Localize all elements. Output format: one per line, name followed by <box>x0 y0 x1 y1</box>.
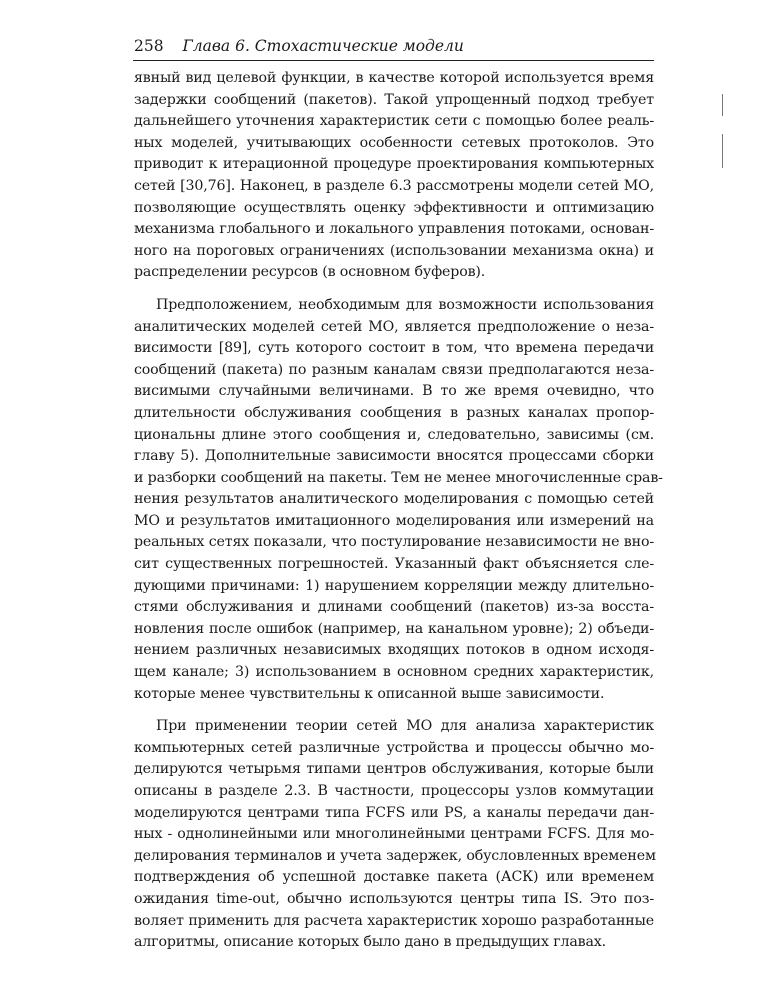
text-line: компьютерных сетей различные устройства и процессы обычно мо- <box>134 739 654 756</box>
running-title: Глава 6. Стохастические модели <box>182 37 464 55</box>
text-line: подтверждения об успешной доставке пакета (АСК) или временем <box>134 869 654 886</box>
text-line: висимости [89], суть которого состоит в том, что времена передачи <box>134 340 654 357</box>
text-line: стями обслуживания и длинами сообщений (пакетов) из-за восста- <box>134 599 654 616</box>
text-line: нением различных независимых входящих потоков в одном исходя- <box>134 642 654 659</box>
text-line: При применении теории сетей МО для анализа характеристик <box>156 718 654 735</box>
text-line: реальных сетях показали, что постулирование независимости не вно- <box>134 534 654 551</box>
text-line: щем канале; 3) использованием в основном средних характеристик, <box>134 664 654 681</box>
paragraph <box>134 716 654 954</box>
text-line: моделируются центрами типа FCFS или PS, а каналы передачи дан- <box>134 804 654 821</box>
text-line: которые менее чувствительны к описанной выше зависимости. <box>134 685 605 702</box>
text-line: МО и результатов имитационного моделирования или измерений на <box>134 512 654 529</box>
text-line: приводит к итерационной процедуре проектирования компьютерных <box>134 156 654 173</box>
text-line: аналитических моделей сетей МО, является предположение о неза- <box>134 318 654 335</box>
text-line: алгоритмы, описание которых было дано в предыдущих главах. <box>134 934 606 951</box>
page-number: 258 <box>134 37 164 55</box>
paragraph <box>134 295 663 705</box>
text-line: делируются четырьмя типами центров обслуживания, которые были <box>134 761 654 778</box>
margin-change-bar <box>722 94 723 116</box>
text-line: дующими причинами: 1) нарушением корреляции между длительно- <box>134 577 654 594</box>
text-line: нения результатов аналитического моделирования с помощью сетей <box>134 491 654 508</box>
text-line: ожидания time-out, обычно используются центры типа IS. Это поз- <box>134 890 654 907</box>
text-line: новления после ошибок (например, на канальном уровне); 2) объеди- <box>134 620 654 637</box>
text-line: воляет применить для расчета характеристик хорошо разработанные <box>134 912 654 929</box>
text-line: длительности обслуживания сообщения в разных каналах пропор- <box>134 404 654 421</box>
text-line: сит существенных погрешностей. Указанный факт объясняется сле- <box>134 556 654 573</box>
text-line: дальнейшего уточнения характеристик сети с помощью более реаль- <box>134 113 654 130</box>
text-line: Предположением, необходимым для возможности использования <box>156 296 654 313</box>
margin-change-bar <box>722 134 723 168</box>
text-line: механизма глобального и локального управления потоками, основан- <box>134 221 654 238</box>
text-line: делирования терминалов и учета задержек, обусловленных временем <box>134 847 656 864</box>
text-line: главу 5). Дополнительные зависимости вносятся процессами сборки <box>134 448 654 465</box>
text-line: явный вид целевой функции, в качестве которой используется время <box>134 70 654 86</box>
page-header <box>134 36 654 58</box>
text-line: описаны в разделе 2.3. В частности, процессоры узлов коммутации <box>134 783 654 799</box>
body-text <box>134 68 663 954</box>
text-line: ных - однолинейными или многолинейными центрами FCFS. Для мо- <box>134 826 654 843</box>
text-line: сообщений (пакета) по разным каналам связи предполагаются неза- <box>134 361 654 378</box>
text-line: висимыми случайными величинами. В то же время очевидно, что <box>134 383 654 400</box>
text-line: ных моделей, учитывающих особенности сетевых протоколов. Это <box>134 134 654 151</box>
header-rule <box>133 60 654 61</box>
text-line: ного на пороговых ограничениях (использовании механизма окна) и <box>134 242 654 259</box>
text-line: распределении ресурсов (в основном буферов). <box>134 264 486 281</box>
text-line: задержки сообщений (пакетов). Такой упрощенный подход требует <box>134 91 654 108</box>
paragraph <box>134 68 654 284</box>
text-line: и разборки сообщений на пакеты. Тем не менее многочисленные срав- <box>134 469 663 486</box>
text-line: сетей [30,76]. Наконец, в разделе 6.3 рассмотрены модели сетей МО, <box>134 177 654 194</box>
text-line: циональны длине этого сообщения и, следовательно, зависимы (см. <box>134 426 654 443</box>
text-line: позволяющие осуществлять оценку эффективности и оптимизацию <box>134 199 654 216</box>
